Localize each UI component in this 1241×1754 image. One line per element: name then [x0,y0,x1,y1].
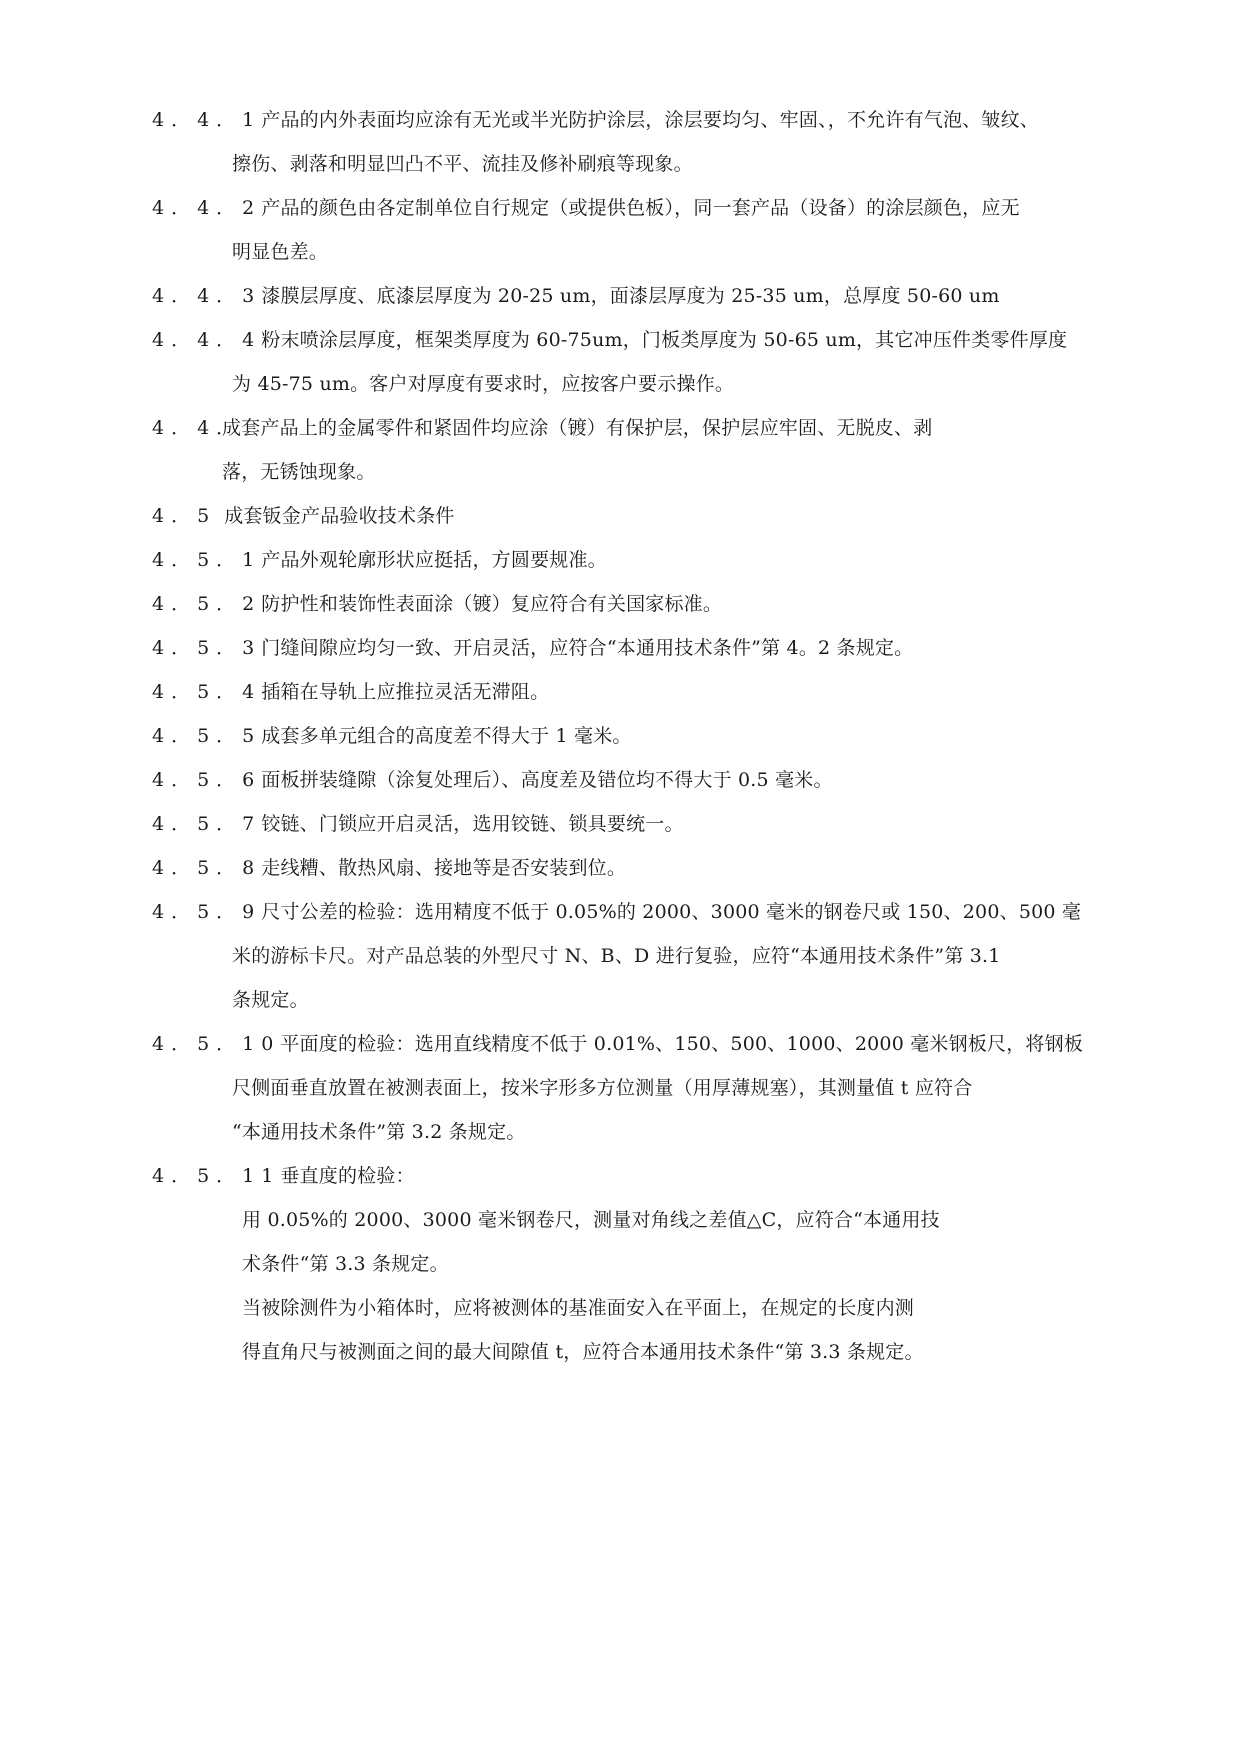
clause-4-5-9 [152,900,1081,924]
clause-text: 条规定。 [232,989,309,1011]
clause-4-5-10-cont [232,1076,972,1100]
clause-number: 4．4． [152,417,243,439]
clause-4-5-8 [152,856,626,880]
clause-number: 4．5．2 [152,593,262,615]
clause-number: 4．5．1 [152,549,262,571]
clause-number: 4．4．1 [152,109,262,131]
clause-text: 成套钣金产品验收技术条件 [224,505,455,527]
clause-number: 4．5．9 [152,901,262,923]
clause-4-5-11-para1 [242,1208,940,1232]
section-4-5-heading [152,504,455,528]
clause-4-5-3 [152,636,913,660]
clause-4-5-11-para2-cont [242,1340,924,1364]
clause-4-4-2 [152,196,1020,220]
clause-4-4-3 [152,284,1000,308]
clause-text: 术条件“第 3.3 条规定。 [242,1253,449,1275]
clause-4-5-9-cont [232,944,1001,968]
clause-text: 用 0.05%的 2000、3000 毫米钢卷尺，测量对角线之差值△C，应符合“本通用技 [242,1209,940,1231]
clause-4-5-10-cont [232,1120,526,1144]
clause-number: 4．5．10 [152,1033,281,1055]
clause-number: 4．5．11 [152,1165,281,1187]
clause-number: 4．5．4 [152,681,262,703]
clause-4-4-1 [152,108,1039,132]
clause-text: 明显色差。 [232,241,329,263]
clause-number: 4．4．3 [152,285,262,307]
clause-number: 4．5．3 [152,637,262,659]
clause-text: 尺侧面垂直放置在被测表面上，按米字形多方位测量（用厚薄规塞），其测量值 t 应符合 [232,1077,973,1099]
clause-number: 4．5．7 [152,813,262,835]
clause-text: 产品外观轮廓形状应挺括，方圆要规准。 [261,549,607,571]
clause-4-5-7 [152,812,684,836]
clause-text: 为 45-75 um。客户对厚度有要求时，应按客户要示操作。 [232,373,735,395]
clause-text: 面板拼装缝隙（涂复处理后）、高度差及错位均不得大于 0.5 毫米。 [261,769,833,791]
clause-4-5-2 [152,592,722,616]
clause-4-5-10 [152,1032,1083,1056]
clause-text: 门缝间隙应均匀一致、开启灵活，应符合“本通用技术条件”第 4。2 条规定。 [261,637,914,659]
clause-text: 粉末喷涂层厚度，框架类厚度为 60-75um，门板类厚度为 50-65 um，其它冲压件类零件厚度 [261,329,1068,351]
clause-4-5-11-para2 [242,1296,914,1320]
clause-4-5-5 [152,724,632,748]
clause-number: 4．5．6 [152,769,262,791]
clause-text: “本通用技术条件”第 3.2 条规定。 [232,1121,526,1143]
clause-text: 得直角尺与被测面之间的最大间隙值 t，应符合本通用技术条件“第 3.3 条规定。 [242,1341,924,1363]
clause-4-4-2-cont [232,240,328,264]
clause-4-5-4 [152,680,549,704]
clause-text: 垂直度的检验： [280,1165,415,1187]
clause-4-4-5-cont [222,460,376,484]
clause-4-5-9-cont [232,988,309,1012]
clause-text: 插箱在导轨上应推拉灵活无滞阻。 [261,681,550,703]
clause-4-4-4-cont [232,372,734,396]
clause-4-4-1-cont [232,152,693,176]
clause-number: 4．4．2 [152,197,262,219]
clause-text: 走线糟、散热风扇、接地等是否安装到位。 [261,857,627,879]
clause-number: 4．4．4 [152,329,262,351]
clause-text: 当被除测件为小箱体时，应将被测体的基准面安入在平面上，在规定的长度内测 [242,1297,915,1319]
clause-text: 防护性和装饰性表面涂（镀）复应符合有关国家标准。 [261,593,723,615]
clause-text: 平面度的检验：选用直线精度不低于 0.01%、150、500、1000、2000 毫米钢板尺，将钢板 [280,1033,1084,1055]
clause-number: 4．5 [152,505,217,527]
clause-4-5-11-para1-cont [242,1252,449,1276]
clause-text: 成套多单元组合的高度差不得大于 1 毫米。 [261,725,632,747]
clause-text: 米的游标卡尺。对产品总装的外型尺寸 N、B、D 进行复验，应符“本通用技术条件”第 3.1 [232,945,1001,967]
clause-text: 产品的颜色由各定制单位自行规定（或提供色板），同一套产品（设备）的涂层颜色，应无 [261,197,1020,219]
clause-text: 擦伤、剥落和明显凹凸不平、流挂及修补刷痕等现象。 [232,153,693,175]
clause-text: 尺寸公差的检验：选用精度不低于 0.05%的 2000、3000 毫米的钢卷尺或 150、200、500 毫 [261,901,1082,923]
clause-4-5-11 [152,1164,415,1188]
clause-4-4-5 [152,416,932,440]
clause-number: 4．5．8 [152,857,262,879]
clause-text: 漆膜层厚度、底漆层厚度为 20-25 um，面漆层厚度为 25-35 um，总厚度 50-60 um [261,285,1000,307]
clause-text: 铰链、门锁应开启灵活，选用铰链、锁具要统一。 [261,813,684,835]
clause-number: 4．5．5 [152,725,262,747]
clause-4-5-6 [152,768,833,792]
clause-text: 落，无锈蚀现象。 [222,461,376,483]
clause-text: 产品的内外表面均应涂有无光或半光防护涂层，涂层要均匀、牢固、，不允许有气泡、皱纹、 [261,109,1039,131]
clause-text: 成套产品上的金属零件和紧固件均应涂（镀）有保护层，保护层应牢固、无脱皮、剥 [222,417,933,439]
clause-4-5-1 [152,548,607,572]
clause-4-4-4 [152,328,1067,352]
